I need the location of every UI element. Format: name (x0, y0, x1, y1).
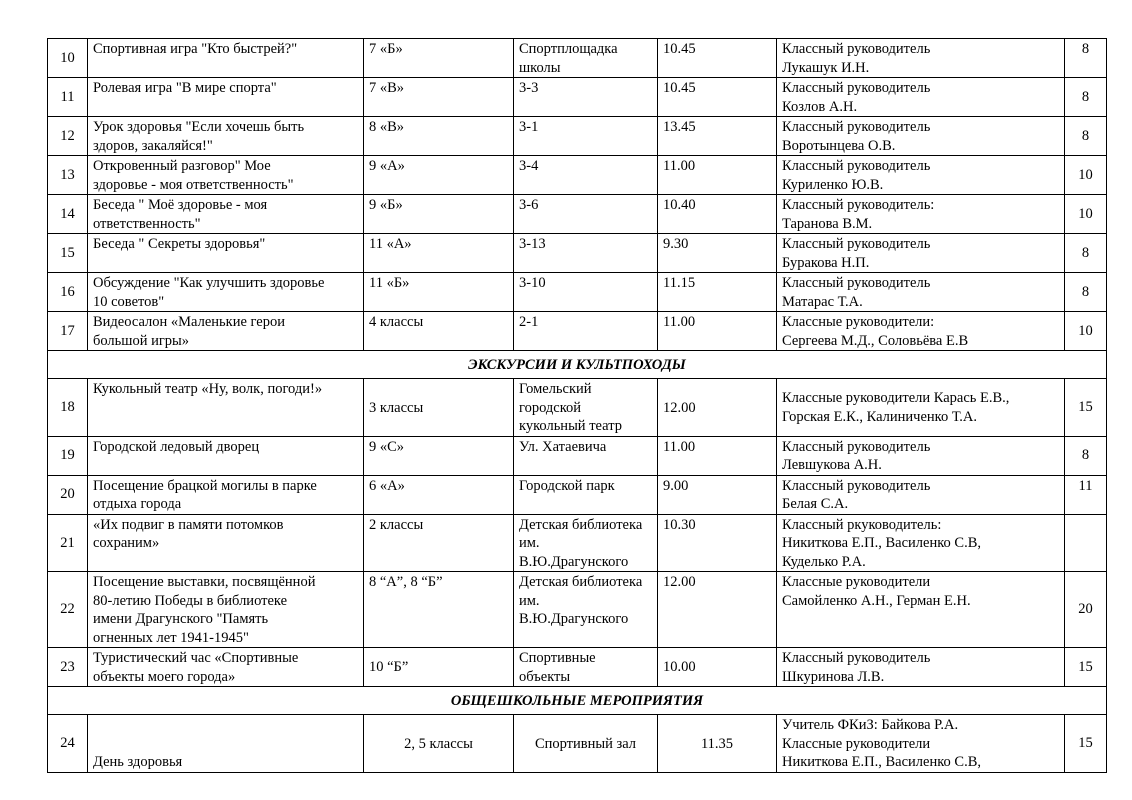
table-row (48, 379, 1107, 437)
event-name: День здоровья (88, 715, 364, 773)
time-cell: 13.45 (658, 117, 777, 156)
row-number: 14 (48, 195, 88, 234)
event-name: Откровенный разговор" Мое здоровье - моя ответственность" (88, 156, 364, 195)
count-cell: 11 (1065, 475, 1107, 514)
class-cell: 2 классы (364, 514, 514, 572)
event-name: Городской ледовый дворец (88, 436, 364, 475)
table-row (48, 117, 1107, 156)
row-number: 24 (48, 715, 88, 773)
place-cell: Детская библиотека им. В.Ю.Драгунского (514, 514, 658, 572)
class-cell: 7 «Б» (364, 39, 514, 78)
time-cell: 12.00 (658, 572, 777, 648)
responsible-cell: Классный руководитель Матарас Т.А. (777, 273, 1065, 312)
count-cell: 8 (1065, 234, 1107, 273)
responsible-cell: Классные руководители Самойленко А.Н., Герман Е.Н. (777, 572, 1065, 648)
responsible-cell: Классный ркуководитель: Никиткова Е.П., Василенко С.В, Куделько Р.А. (777, 514, 1065, 572)
count-cell: 8 (1065, 39, 1107, 78)
responsible-cell: Классный руководитель Буракова Н.П. (777, 234, 1065, 273)
event-name: Обсуждение "Как улучшить здоровье 10 советов" (88, 273, 364, 312)
event-name: Беседа " Моё здоровье - моя ответственность" (88, 195, 364, 234)
table-row (48, 715, 1107, 773)
class-cell: 6 «А» (364, 475, 514, 514)
event-name: Туристический час «Спортивные объекты моего города» (88, 648, 364, 687)
place-cell: Ул. Хатаевича (514, 436, 658, 475)
table-row (48, 572, 1107, 648)
responsible-cell: Учитель ФКиЗ: Байкова Р.А. Классные руководители Никиткова Е.П., Василенко С.В, (777, 715, 1065, 773)
place-cell: Спортивный зал (514, 715, 658, 773)
table-row (48, 78, 1107, 117)
time-cell: 11.35 (658, 715, 777, 773)
place-cell: Гомельский городской кукольный театр (514, 379, 658, 437)
place-cell: 3-10 (514, 273, 658, 312)
time-cell: 9.30 (658, 234, 777, 273)
count-cell: 8 (1065, 78, 1107, 117)
table-row (48, 436, 1107, 475)
class-cell: 10 “Б” (364, 648, 514, 687)
responsible-cell: Классный руководитель: Таранова В.М. (777, 195, 1065, 234)
class-cell: 2, 5 классы (364, 715, 514, 773)
row-number: 23 (48, 648, 88, 687)
place-cell: Городской парк (514, 475, 658, 514)
table-row (48, 648, 1107, 687)
class-cell: 11 «Б» (364, 273, 514, 312)
responsible-cell: Классный руководитель Воротынцева О.В. (777, 117, 1065, 156)
table-row (48, 273, 1107, 312)
table-row (48, 156, 1107, 195)
class-cell: 9 «С» (364, 436, 514, 475)
time-cell: 10.30 (658, 514, 777, 572)
class-cell: 7 «В» (364, 78, 514, 117)
place-cell: Детская библиотека им. В.Ю.Драгунского (514, 572, 658, 648)
count-cell: 10 (1065, 156, 1107, 195)
row-number: 19 (48, 436, 88, 475)
responsible-cell: Классный руководитель Шкуринова Л.В. (777, 648, 1065, 687)
place-cell: 3-4 (514, 156, 658, 195)
row-number: 10 (48, 39, 88, 78)
class-cell: 3 классы (364, 379, 514, 437)
event-name: Ролевая игра "В мире спорта" (88, 78, 364, 117)
time-cell: 12.00 (658, 379, 777, 437)
time-cell: 10.00 (658, 648, 777, 687)
event-name: Беседа " Секреты здоровья" (88, 234, 364, 273)
row-number: 18 (48, 379, 88, 437)
responsible-cell: Классный руководитель Лукашук И.Н. (777, 39, 1065, 78)
table-row (48, 475, 1107, 514)
class-cell: 4 классы (364, 312, 514, 351)
row-number: 17 (48, 312, 88, 351)
class-cell: 8 “А”, 8 “Б” (364, 572, 514, 648)
time-cell: 11.15 (658, 273, 777, 312)
table-row (48, 39, 1107, 78)
event-name: Кукольный театр «Ну, волк, погоди!» (88, 379, 364, 437)
responsible-cell: Классные руководители: Сергеева М.Д., Соловьёва Е.В (777, 312, 1065, 351)
count-cell: 8 (1065, 436, 1107, 475)
section-row (48, 687, 1107, 715)
row-number: 22 (48, 572, 88, 648)
place-cell: 2-1 (514, 312, 658, 351)
place-cell: Спортивные объекты (514, 648, 658, 687)
table-row (48, 312, 1107, 351)
place-cell: 3-13 (514, 234, 658, 273)
class-cell: 9 «А» (364, 156, 514, 195)
class-cell: 8 «В» (364, 117, 514, 156)
table-row (48, 234, 1107, 273)
count-cell (1065, 514, 1107, 572)
place-cell: Спортплощадка школы (514, 39, 658, 78)
time-cell: 11.00 (658, 436, 777, 475)
time-cell: 11.00 (658, 312, 777, 351)
row-number: 11 (48, 78, 88, 117)
time-cell: 9.00 (658, 475, 777, 514)
event-name: Спортивная игра "Кто быстрей?" (88, 39, 364, 78)
place-cell: 3-6 (514, 195, 658, 234)
time-cell: 11.00 (658, 156, 777, 195)
row-number: 21 (48, 514, 88, 572)
event-name: Посещение брацкой могилы в парке отдыха города (88, 475, 364, 514)
count-cell: 15 (1065, 379, 1107, 437)
row-number: 20 (48, 475, 88, 514)
table-row (48, 195, 1107, 234)
row-number: 13 (48, 156, 88, 195)
count-cell: 10 (1065, 312, 1107, 351)
responsible-cell: Классный руководитель Куриленко Ю.В. (777, 156, 1065, 195)
class-cell: 11 «А» (364, 234, 514, 273)
row-number: 15 (48, 234, 88, 273)
count-cell: 20 (1065, 572, 1107, 648)
section-title: ЭКСКУРСИИ И КУЛЬТПОХОДЫ (48, 351, 1107, 379)
table-row (48, 514, 1107, 572)
responsible-cell: Классный руководитель Козлов А.Н. (777, 78, 1065, 117)
row-number: 16 (48, 273, 88, 312)
event-name: Посещение выставки, посвящённой 80-летию Победы в библиотеке имени Драгунского "Память огненных лет 1941-1945" (88, 572, 364, 648)
count-cell: 15 (1065, 648, 1107, 687)
responsible-cell: Классный руководитель Белая С.А. (777, 475, 1065, 514)
time-cell: 10.45 (658, 78, 777, 117)
time-cell: 10.45 (658, 39, 777, 78)
event-name: Урок здоровья "Если хочешь быть здоров, закаляйся!" (88, 117, 364, 156)
count-cell: 8 (1065, 117, 1107, 156)
count-cell: 8 (1065, 273, 1107, 312)
section-row (48, 351, 1107, 379)
place-cell: 3-3 (514, 78, 658, 117)
count-cell: 10 (1065, 195, 1107, 234)
place-cell: 3-1 (514, 117, 658, 156)
count-cell: 15 (1065, 715, 1107, 773)
class-cell: 9 «Б» (364, 195, 514, 234)
row-number: 12 (48, 117, 88, 156)
section-title: ОБЩЕШКОЛЬНЫЕ МЕРОПРИЯТИЯ (48, 687, 1107, 715)
event-name: «Их подвиг в памяти потомков сохраним» (88, 514, 364, 572)
event-name: Видеосалон «Маленькие герои большой игры» (88, 312, 364, 351)
time-cell: 10.40 (658, 195, 777, 234)
events-table (47, 38, 1107, 773)
responsible-cell: Классный руководитель Левшукова А.Н. (777, 436, 1065, 475)
responsible-cell: Классные руководители Карась Е.В., Горская Е.К., Калиниченко Т.А. (777, 379, 1065, 437)
